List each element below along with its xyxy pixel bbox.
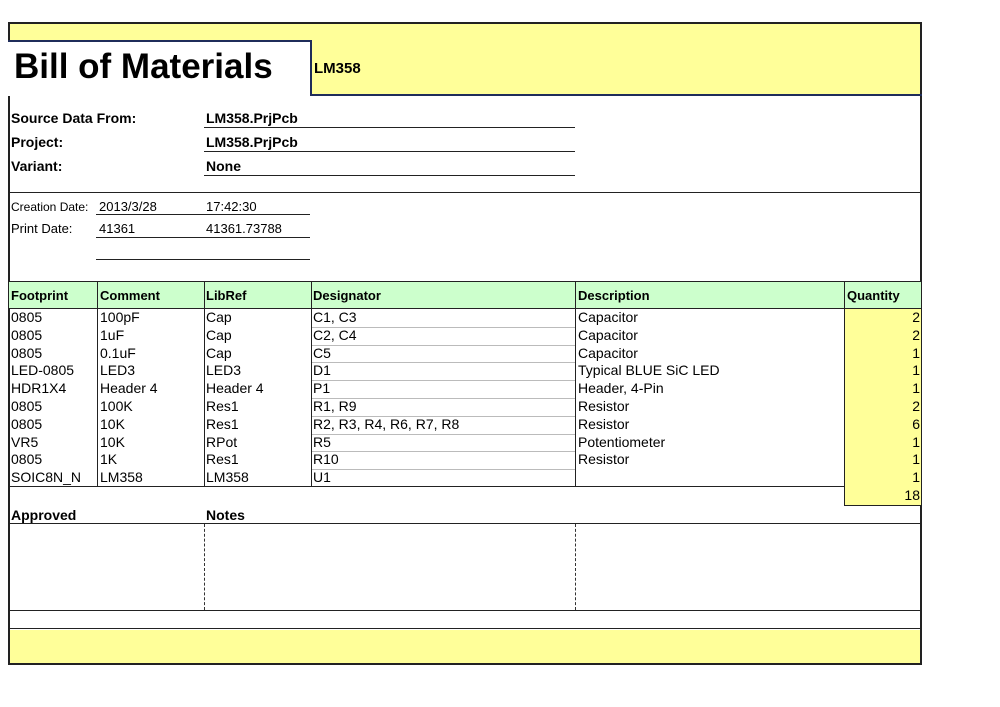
cell-comment: 100K (100, 398, 133, 414)
cell-footprint: HDR1X4 (11, 380, 67, 397)
cell-comment: 1K (100, 451, 118, 468)
cell-description: Typical BLUE SiC LED (578, 362, 720, 379)
approval-bottom (8, 610, 922, 611)
quantity-total-left-border (844, 486, 845, 505)
cell-quantity: 2 (912, 398, 920, 414)
cell-footprint: 0805 (11, 344, 43, 361)
row-separator (312, 469, 575, 470)
cell-libref: Res1 (206, 398, 239, 414)
cell-quantity: 6 (912, 415, 920, 432)
cell-libref: Header 4 (206, 380, 264, 397)
cell-comment: LM358 (100, 469, 143, 486)
cell-designator: R5 (313, 433, 331, 450)
table-header-bottom (8, 308, 922, 309)
creation-date-label: Creation Date: (11, 200, 89, 214)
cell-quantity: 2 (912, 309, 920, 325)
cell-quantity: 1 (912, 469, 920, 486)
col-header-comment: Comment (100, 288, 160, 303)
cell-designator: P1 (313, 380, 331, 397)
quantity-total-bottom-border (844, 505, 921, 506)
cell-quantity: 1 (912, 344, 920, 361)
cell-libref: LM358 (206, 469, 249, 486)
cell-quantity: 1 (912, 433, 920, 450)
cell-comment: 0.1uF (100, 344, 136, 361)
creation-time-value: 17:42:30 (206, 199, 257, 214)
table-header-top (8, 281, 922, 282)
cell-designator: U1 (313, 469, 331, 486)
cell-designator: D1 (313, 362, 331, 379)
cell-libref: LED3 (206, 362, 242, 379)
col-header-description: Description (578, 288, 650, 303)
cell-quantity: 2 (912, 326, 920, 343)
row-separator (312, 362, 575, 363)
bom-sheet (8, 22, 922, 665)
col-divider-4 (575, 282, 576, 487)
source-value: LM358.PrjPcb (206, 110, 298, 126)
approval-top (8, 523, 922, 524)
cell-libref: Cap (206, 309, 232, 325)
blank-underline (96, 259, 310, 260)
footer-band (10, 630, 920, 663)
project-name: LM358 (314, 60, 361, 77)
cell-comment: 10K (100, 433, 125, 450)
cell-designator: C2, C4 (313, 326, 357, 343)
cell-libref: Cap (206, 344, 232, 361)
cell-libref: RPot (206, 433, 238, 450)
source-underline (204, 127, 575, 128)
row-separator (312, 380, 575, 381)
print-date-value: 41361 (99, 221, 136, 236)
cell-libref: Cap (206, 326, 232, 343)
cell-description: Potentiometer (578, 433, 666, 450)
col-header-quantity: Quantity (847, 288, 900, 303)
quantity-total: 18 (904, 487, 920, 503)
cell-description: Capacitor (578, 309, 638, 325)
col-header-footprint: Footprint (11, 288, 69, 303)
cell-quantity: 1 (912, 362, 920, 379)
cell-designator: R10 (313, 451, 339, 468)
page-title: Bill of Materials (14, 47, 273, 86)
col-divider-1 (97, 282, 98, 487)
cell-comment: 10K (100, 415, 125, 432)
cell-designator: R2, R3, R4, R6, R7, R8 (313, 415, 460, 432)
row-separator (312, 434, 575, 435)
cell-description: Resistor (578, 451, 630, 468)
approval-divider-2 (575, 524, 576, 610)
creation-underline (96, 214, 310, 215)
row-separator (312, 451, 575, 452)
cell-footprint: 0805 (11, 326, 43, 343)
cell-footprint: SOIC8N_N (11, 469, 82, 486)
cell-libref: Res1 (206, 451, 239, 468)
cell-designator: R1, R9 (313, 398, 357, 414)
cell-footprint: 0805 (11, 398, 43, 414)
approval-divider-1 (204, 524, 205, 610)
cell-comment: Header 4 (100, 380, 158, 397)
variant-value: None (206, 158, 241, 174)
cell-description: Capacitor (578, 344, 638, 361)
project-label: Project: (11, 134, 64, 150)
cell-comment: 100pF (100, 309, 140, 325)
notes-label: Notes (206, 507, 245, 523)
variant-underline (204, 175, 575, 176)
cell-libref: Res1 (206, 415, 239, 432)
col-divider-3 (311, 282, 312, 487)
cell-footprint: LED-0805 (11, 362, 75, 379)
table-bottom (8, 486, 845, 487)
cell-quantity: 1 (912, 380, 920, 397)
creation-date-value: 2013/3/28 (99, 199, 157, 214)
project-value: LM358.PrjPcb (206, 134, 298, 150)
row-separator (312, 345, 575, 346)
cell-comment: 1uF (100, 326, 125, 343)
variant-label: Variant: (11, 158, 63, 174)
approved-label: Approved (11, 507, 77, 523)
col-header-libref: LibRef (206, 288, 247, 303)
info-divider (8, 192, 922, 193)
cell-comment: LED3 (100, 362, 136, 379)
source-label: Source Data From: (11, 110, 137, 126)
cell-designator: C1, C3 (313, 309, 357, 325)
col-divider-5 (844, 282, 845, 487)
col-divider-2 (204, 282, 205, 487)
col-header-designator: Designator (313, 288, 381, 303)
footer-top (8, 628, 922, 629)
cell-designator: C5 (313, 344, 331, 361)
cell-quantity: 1 (912, 451, 920, 468)
cell-footprint: 0805 (11, 309, 43, 325)
cell-description: Resistor (578, 415, 630, 432)
cell-description: Resistor (578, 398, 630, 414)
cell-description: Capacitor (578, 326, 638, 343)
print-time-value: 41361.73788 (206, 221, 282, 236)
header-bottom-border (310, 94, 922, 96)
cell-description: Header, 4-Pin (578, 380, 664, 397)
cell-footprint: 0805 (11, 415, 43, 432)
project-underline (204, 151, 575, 152)
print-date-label: Print Date: (11, 221, 73, 236)
cell-footprint: 0805 (11, 451, 43, 468)
cell-footprint: VR5 (11, 433, 39, 450)
print-underline (96, 237, 310, 238)
